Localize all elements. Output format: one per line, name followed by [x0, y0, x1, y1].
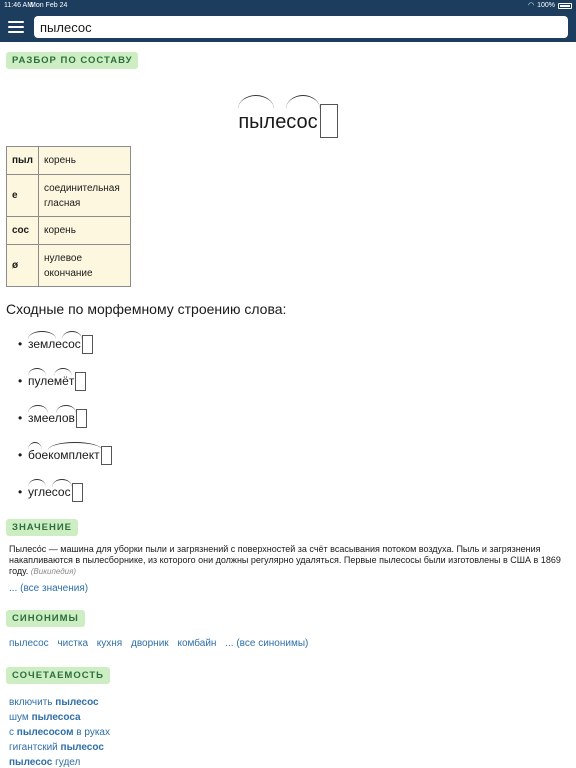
list-item[interactable] [18, 400, 112, 437]
similar-word: пулемёт [28, 374, 75, 388]
collocation-post: в руках [73, 727, 110, 738]
table-row [7, 175, 131, 217]
similar-word: змеелов [28, 411, 75, 425]
collocation-keyword: пылесоса [31, 712, 81, 723]
similar-words-heading: Сходные по морфемному строению слова: [6, 301, 287, 317]
morpheme-arc [28, 331, 56, 339]
synonym-link[interactable]: комбайн [177, 638, 217, 649]
battery-icon [558, 3, 572, 9]
morpheme-part: е [7, 175, 39, 217]
morpheme-desc: соединительная гласная [39, 175, 131, 217]
morpheme-arc [54, 368, 72, 376]
similar-word: углесос [28, 485, 71, 499]
root-arc [286, 95, 320, 109]
wifi-icon: ◠ [527, 2, 535, 9]
morpheme-desc: корень [39, 217, 131, 245]
morpheme-desc: корень [39, 147, 131, 175]
table-row [7, 245, 131, 287]
top-nav-bar [0, 12, 576, 42]
morpheme-arc [52, 479, 72, 487]
morpheme-part: пыл [7, 147, 39, 175]
morpheme-arc [48, 442, 102, 450]
synonym-link[interactable]: кухня [96, 638, 123, 649]
null-ending-box [72, 483, 83, 502]
collocation-keyword: пылесосом [16, 727, 74, 738]
section-tag-collocations: СОЧЕТАЕМОСТЬ [6, 667, 110, 684]
status-bar [0, 0, 576, 12]
collocation-keyword: пылесос [9, 757, 53, 768]
morpheme-part: сос [7, 217, 39, 245]
morpheme-arc [28, 442, 42, 450]
meaning-text [9, 544, 569, 577]
collocation-pre: гигантский [9, 742, 61, 753]
null-ending-box [320, 104, 338, 138]
synonyms-list [9, 638, 314, 649]
collocation-keyword: пылесос [60, 742, 104, 753]
list-item[interactable] [18, 363, 112, 400]
hamburger-menu-icon[interactable] [8, 20, 24, 34]
battery-percent: 100% [537, 2, 555, 9]
null-ending-box [76, 409, 87, 428]
table-row [7, 217, 131, 245]
collocations-list [9, 695, 110, 768]
collocation-link[interactable] [9, 710, 110, 725]
synonym-link[interactable]: дворник [131, 638, 169, 649]
list-item[interactable] [18, 326, 112, 363]
list-item[interactable] [18, 474, 112, 511]
status-time: 11:46 AM [4, 2, 34, 9]
status-right [528, 0, 572, 12]
collocation-keyword: пылесос [55, 697, 99, 708]
section-tag-meaning: ЗНАЧЕНИЕ [6, 519, 78, 536]
all-meanings-link[interactable]: ... (все значения) [9, 583, 89, 594]
synonym-link[interactable]: пылесос [9, 638, 49, 649]
collocation-link[interactable] [9, 725, 110, 740]
section-tag-parse: РАЗБОР ПО СОСТАВУ [6, 52, 138, 69]
meaning-body: Пылесо́с — машина для уборки пыли и загрязнений с поверхностей за счёт всасывания потоком воздуха. Пыль и загрязнения накапливаются в пылесборнике, из которого они должны регулярно удаляться. Первые пылесосы были изготовлены в США в 1869 году. [9, 544, 561, 576]
similar-word: боекомплект [28, 448, 100, 462]
morpheme-arc [56, 405, 76, 413]
collocation-post: гудел [52, 757, 81, 768]
morpheme-arc [28, 405, 48, 413]
search-input[interactable] [34, 16, 568, 38]
null-ending-box [75, 372, 86, 391]
all-synonyms-link[interactable]: ... (все синонимы) [225, 638, 309, 649]
synonym-link[interactable]: чистка [57, 638, 89, 649]
morpheme-table [6, 146, 131, 287]
root-arc [238, 95, 274, 109]
similar-word: землесос [28, 337, 81, 351]
list-item[interactable] [18, 437, 112, 474]
collocation-link[interactable] [9, 695, 110, 710]
morpheme-arc [28, 368, 46, 376]
section-tag-synonyms: СИНОНИМЫ [6, 610, 85, 627]
morpheme-arc [28, 479, 46, 487]
morpheme-desc: нулевое окончание [39, 245, 131, 287]
null-ending-box [82, 335, 93, 354]
collocation-pre: с [9, 727, 17, 738]
status-date: Mon Feb 24 [30, 2, 68, 9]
meaning-source: (Википедия) [30, 567, 77, 576]
table-row [7, 147, 131, 175]
morpheme-arc [62, 331, 82, 339]
collocation-link[interactable] [9, 755, 110, 768]
collocation-pre: включить [9, 697, 56, 708]
collocation-pre: шум [9, 712, 32, 723]
null-ending-box [101, 446, 112, 465]
parsed-word-text: пылесос [238, 111, 318, 133]
parsed-word [0, 104, 576, 138]
collocation-link[interactable] [9, 740, 110, 755]
similar-words-list [18, 326, 112, 511]
morpheme-part: ø [7, 245, 39, 287]
